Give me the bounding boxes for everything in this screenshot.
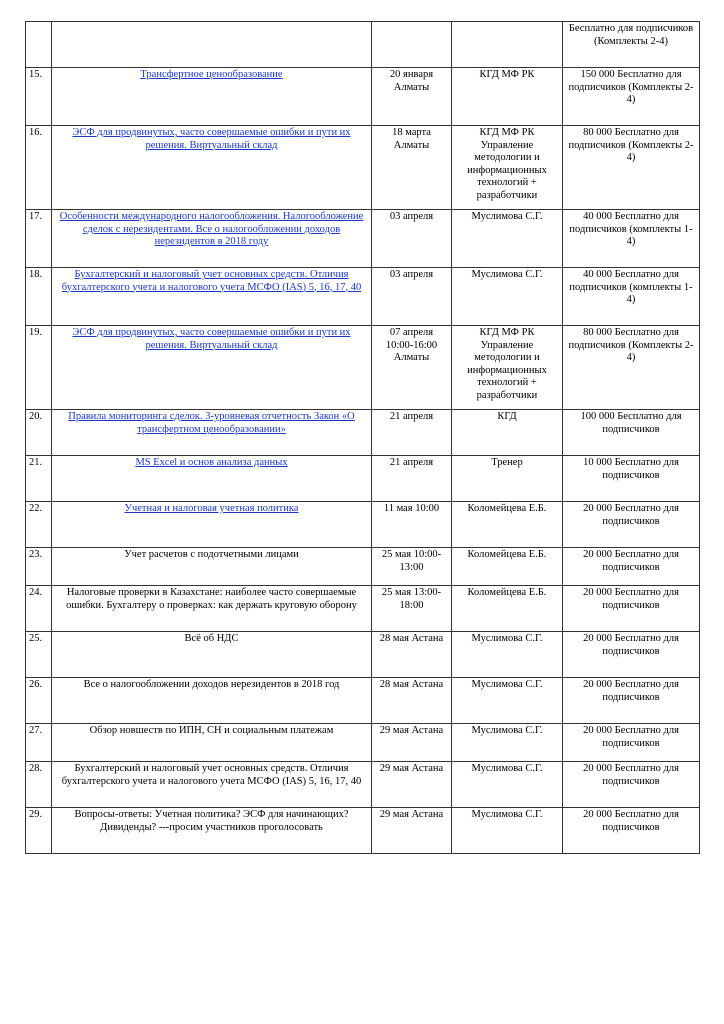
seminar-title-link[interactable]: ЭСФ для продвинутых, часто совершаемые ошибки и пути их решения. Виртуальный склад (72, 327, 351, 351)
row-number: 25. (26, 632, 52, 678)
speaker: Коломейцева Е.Б. (452, 586, 563, 632)
seminar-title: Обзор новшеств по ИПН, СН и социальным платежам (89, 725, 334, 736)
seminar-title-link[interactable]: MS Excel и основ анализа данных (135, 457, 288, 468)
row-number: 29. (26, 808, 52, 854)
seminar-title: Налоговые проверки в Казахстане: наиболее часто совершаемые ошибки. Бухгалтеру о проверках: как держать круговую оборону (66, 587, 357, 611)
seminar-title: Бухгалтерский и налоговый учет основных средств. Отличия бухгалтерского учета и налогового учета МСФО (IAS) 5, 16, 17, 40 (61, 763, 362, 787)
seminar-title-link[interactable]: Трансфертное ценообразование (140, 69, 283, 80)
date-place: 03 апреля (372, 268, 452, 326)
row-number: 19. (26, 326, 52, 410)
price: 40 000 Бесплатно для подписчиков (комплекты 1-4) (563, 268, 700, 326)
row-number: 17. (26, 210, 52, 268)
date-place: 29 мая Астана (372, 762, 452, 808)
speaker: Муслимова С.Г. (452, 762, 563, 808)
row-number: 22. (26, 502, 52, 548)
table-row (26, 548, 700, 586)
seminar-title-cell (52, 410, 372, 456)
row-number (26, 22, 52, 68)
row-number: 24. (26, 586, 52, 632)
seminar-title: Учет расчетов с подотчетными лицами (124, 549, 299, 560)
seminar-title-link[interactable]: ЭСФ для продвинутых, часто совершаемые ошибки и пути их решения. Виртуальный склад (72, 127, 351, 151)
price: 100 000 Бесплатно для подписчиков (563, 410, 700, 456)
date-place: 25 мая 10:00-13:00 (372, 548, 452, 586)
speaker: КГД МФ РК Управление методологии и информационных технологий + разработчики (452, 126, 563, 210)
table-row (26, 268, 700, 326)
price: 20 000 Бесплатно для подписчиков (563, 724, 700, 762)
price: 150 000 Бесплатно для подписчиков (Комплекты 2-4) (563, 68, 700, 126)
row-number: 23. (26, 548, 52, 586)
table-row (26, 456, 700, 502)
seminar-title-link[interactable]: Бухгалтерский и налоговый учет основных средств. Отличия бухгалтерского учета и налогового учета МСФО (IAS) 5, 16, 17, 40 (61, 269, 362, 293)
seminar-title-cell (52, 548, 372, 586)
row-number: 16. (26, 126, 52, 210)
date-place: 21 апреля (372, 456, 452, 502)
seminar-title: Всё об НДС (184, 633, 239, 644)
seminar-title-cell (52, 68, 372, 126)
date-place: 11 мая 10:00 (372, 502, 452, 548)
seminar-title-cell (52, 724, 372, 762)
speaker: Тренер (452, 456, 563, 502)
table-row (26, 724, 700, 762)
speaker: Муслимова С.Г. (452, 268, 563, 326)
price: 20 000 Бесплатно для подписчиков (563, 586, 700, 632)
speaker: Муслимова С.Г. (452, 210, 563, 268)
price: 20 000 Бесплатно для подписчиков (563, 548, 700, 586)
speaker: Муслимова С.Г. (452, 724, 563, 762)
table-row (26, 326, 700, 410)
date-place: 07 апреля 10:00-16:00 Алматы (372, 326, 452, 410)
seminar-title-cell (52, 586, 372, 632)
price: 20 000 Бесплатно для подписчиков (563, 678, 700, 724)
seminar-title-cell (52, 632, 372, 678)
table-row (26, 410, 700, 456)
date-place: 25 мая 13:00-18:00 (372, 586, 452, 632)
table-row (26, 22, 700, 68)
price: 80 000 Бесплатно для подписчиков (Комплекты 2-4) (563, 126, 700, 210)
seminar-title-cell (52, 210, 372, 268)
table-row (26, 678, 700, 724)
date-place: 03 апреля (372, 210, 452, 268)
table-row (26, 808, 700, 854)
speaker: Муслимова С.Г. (452, 808, 563, 854)
seminar-title-cell (52, 678, 372, 724)
seminar-title-cell (52, 22, 372, 68)
seminar-title: Вопросы-ответы: Учетная политика? ЭСФ для начинающих? Дивиденды? ---просим участников проголосовать (74, 809, 349, 833)
row-number: 27. (26, 724, 52, 762)
speaker: КГД МФ РК Управление методологии и информационных технологий + разработчики (452, 326, 563, 410)
seminar-title-cell (52, 126, 372, 210)
speaker: Коломейцева Е.Б. (452, 502, 563, 548)
row-number: 26. (26, 678, 52, 724)
schedule-body (26, 22, 700, 854)
speaker: КГД МФ РК (452, 68, 563, 126)
price: 40 000 Бесплатно для подписчиков (комплекты 1-4) (563, 210, 700, 268)
table-row (26, 210, 700, 268)
table-row (26, 762, 700, 808)
date-place: 18 марта Алматы (372, 126, 452, 210)
seminar-title-link[interactable]: Правила мониторинга сделок. 3-уровневая отчетность Закон «О трансфертном ценообразовании» (68, 411, 355, 435)
table-row (26, 502, 700, 548)
row-number: 15. (26, 68, 52, 126)
seminar-schedule-table (25, 21, 700, 854)
row-number: 20. (26, 410, 52, 456)
table-row (26, 632, 700, 678)
date-place: 28 мая Астана (372, 678, 452, 724)
price: 20 000 Бесплатно для подписчиков (563, 502, 700, 548)
speaker (452, 22, 563, 68)
date-place (372, 22, 452, 68)
price: Бесплатно для подписчиков (Комплекты 2-4) (563, 22, 700, 68)
price: 20 000 Бесплатно для подписчиков (563, 762, 700, 808)
seminar-title-link[interactable]: Особенности международного налогообложения. Налогообложение сделок с нерезидентами. Все о налогообложении доходов нерезидентов в 2018 году (59, 211, 364, 247)
price: 10 000 Бесплатно для подписчиков (563, 456, 700, 502)
speaker: Муслимова С.Г. (452, 678, 563, 724)
date-place: 29 мая Астана (372, 724, 452, 762)
price: 20 000 Бесплатно для подписчиков (563, 808, 700, 854)
seminar-title-cell (52, 326, 372, 410)
date-place: 20 января Алматы (372, 68, 452, 126)
seminar-title-cell (52, 268, 372, 326)
seminar-title-cell (52, 808, 372, 854)
seminar-title-cell (52, 456, 372, 502)
seminar-title-cell (52, 762, 372, 808)
table-row (26, 68, 700, 126)
date-place: 28 мая Астана (372, 632, 452, 678)
price: 80 000 Бесплатно для подписчиков (Комплекты 2-4) (563, 326, 700, 410)
row-number: 28. (26, 762, 52, 808)
date-place: 29 мая Астана (372, 808, 452, 854)
table-row (26, 126, 700, 210)
speaker: Коломейцева Е.Б. (452, 548, 563, 586)
date-place: 21 апреля (372, 410, 452, 456)
table-row (26, 586, 700, 632)
seminar-title: Все о налогообложении доходов нерезидентов в 2018 год (83, 679, 340, 690)
seminar-title-link[interactable]: Учетная и налоговая учетная политика (124, 503, 299, 514)
price: 20 000 Бесплатно для подписчиков (563, 632, 700, 678)
row-number: 21. (26, 456, 52, 502)
speaker: КГД (452, 410, 563, 456)
speaker: Муслимова С.Г. (452, 632, 563, 678)
row-number: 18. (26, 268, 52, 326)
seminar-title-cell (52, 502, 372, 548)
